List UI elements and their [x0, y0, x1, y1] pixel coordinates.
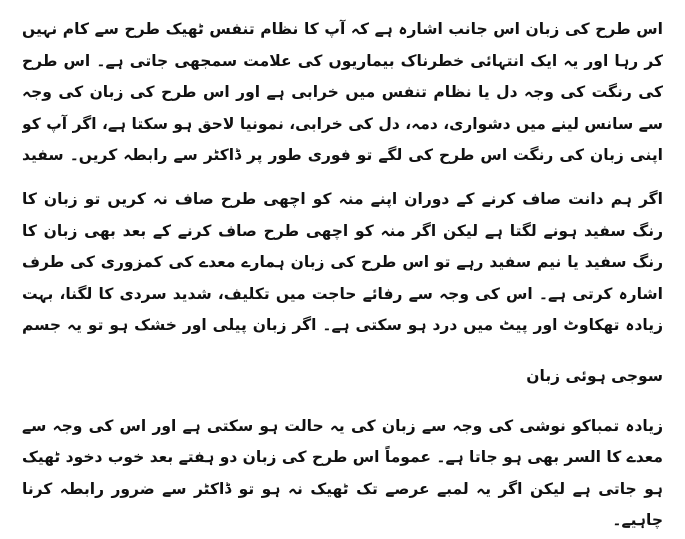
paragraph-blue-tongue: اس طرح کی زبان اس جانب اشارہ ہے کہ آپ کا نظام تنفس ٹھیک طرح سے کام نہیں کر رہا اور یہ ایک انتہائی خطرناک بیماریوں کی علامت سمجھی جاتی ہے۔ اس طرح کی رنگت کی وجہ دل یا نظام تنفس میں خرابی ہے اور اس طرح کی زبان کی وجہ سے سانس لینے میں دشواری، دمہ، دل کی خرابی، نمونیا لاحق ہو سکتا ہے، اگر آپ کو اپنی زبان کی رنگت اس طرح کی لگے تو فوری طور پر ڈاکٹر سے رابطہ کریں۔ سفید — [22, 20, 663, 164]
paragraph-swollen-tongue: زیادہ تمباکو نوشی کی وجہ سے زبان کی یہ حالت ہو سکتی ہے اور اس کی وجہ سے معدے کا السر بھی ہو جاتا ہے۔ عموماً اس طرح کی زبان دو ہفتے بعد خوب دخود ٹھیک ہو جاتی ہے لیکن اگر یہ لمبے عرصے تک ٹھیک نہ ہو تو ڈاکٹر سے ضرور رابطہ کرنا چاہیے۔ — [22, 416, 663, 529]
paragraph-white-tongue: اگر ہم دانت صاف کرنے کے دوران اپنے منہ کو اچھی طرح صاف نہ کریں تو زبان کا رنگ سفید ہونے لگتا ہے لیکن اگر منہ کو اچھی طرح صاف کرنے کے بعد بھی زبان کا رنگ سفید یا نیم سفید رہے تو اس طرح کی زبان ہمارے معدے کی کمزوری کی طرف اشارہ کرتی ہے۔ اس کی وجہ سے رفائے حاجت میں تکلیف، شدید سردی کا لگنا، بہت زیادہ تھکاوٹ اور پیٹ میں درد ہو سکتی ہے۔ اگر زبان پیلی اور خشک ہو تو یہ جسم — [22, 190, 663, 334]
section-heading-swollen-tongue: سوجی ہوئی زبان — [526, 367, 663, 385]
